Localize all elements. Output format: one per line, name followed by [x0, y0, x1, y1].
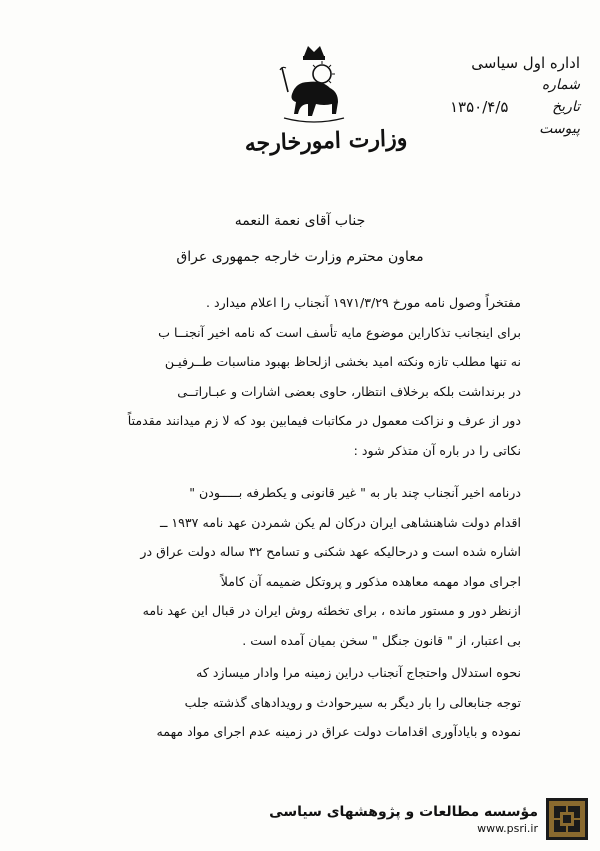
- body-line: بی اعتبار، از " قانون جنگل " سخن بمیان آمده است .: [242, 632, 521, 648]
- body-line: درنامه اخیر آنجناب چند بار به " غیر قانونی و یکطرفه بـــــودن ": [189, 485, 521, 500]
- body-paragraph-3: [66, 658, 521, 747]
- watermark-url: www.psri.ir: [477, 821, 538, 835]
- addressee-name: جناب آقای نعمة النعمه: [234, 213, 366, 229]
- body-line: دور از عرف و نزاکت معمول در مکاتبات فیمابین بود که لا زم میدانند مقدمتاً: [127, 413, 521, 429]
- date-value: ۱۳۵۰/۴/۵: [450, 98, 509, 116]
- psri-logo-icon: [546, 798, 588, 840]
- letter-meta: [450, 52, 580, 140]
- body-line: در برنداشت بلکه برخلاف انتظار، حاوی بعضی اشارات و عبـاراتــی: [177, 383, 521, 399]
- body-line: اقدام دولت شاهنشاهی ایران درکان لم یکن شمردن عهد نامه ۱۹۳۷ ــ: [160, 514, 521, 530]
- body-line: اجرای مواد مهمه معاهده مذکور و پروتکل ضمیمه آن کاملاً: [220, 573, 521, 589]
- watermark-org-name: مؤسسه مطالعات و پژوهشهای سیاسی: [269, 803, 538, 820]
- body-paragraph-1: [66, 288, 521, 466]
- date-row: [450, 96, 580, 118]
- number-label: شماره: [541, 77, 580, 93]
- body-line: اشاره شده است و درحالیکه عهد شکنی و تسامح ۳۲ ساله دولت عراق در: [140, 544, 521, 560]
- body-line: مفتخراً وصول نامه مورخ ۱۹۷۱/۳/۲۹ آنجناب را اعلام میدارد .: [206, 295, 521, 310]
- date-label: تاریخ: [552, 99, 580, 115]
- department-row: [450, 52, 580, 74]
- body-line: برای اینجانب تذکاراین موضوع مایه تأسف است که نامه اخیر آنجنــا ب: [158, 324, 521, 340]
- body-line: نه تنها مطلب تازه ونکته امید بخشی ازلحاظ بهبود مناسبات طــرفیـن: [164, 354, 521, 370]
- department-name: اداره اول سیاسی: [471, 54, 580, 72]
- addressee-title: معاون محترم وزارت خارجه جمهوری عراق: [176, 249, 424, 265]
- body-paragraph-2: [66, 478, 521, 656]
- body-line: ازنظر دور و مستور مانده ، برای تخطئه روش ایران در قبال این عهد نامه: [142, 603, 521, 619]
- body-line: نحوه استدلال واحتجاج آنجناب دراین زمینه مرا وادار میسازد که: [196, 665, 521, 680]
- ministry-title: وزارت امورخارجه: [244, 125, 408, 157]
- body-line: نموده و بایادآوری اقدامات دولت عراق در زمینه عدم اجرای مواد مهمه: [156, 724, 521, 740]
- lion-and-sun-emblem-icon: [278, 44, 350, 126]
- body-line: توجه جنابعالی را بار دیگر به سیرحوادث و رویدادهای گذشته جلب: [184, 694, 521, 710]
- archive-watermark: [268, 795, 588, 843]
- enclosure-label: پیوست: [539, 121, 580, 137]
- watermark-text: [269, 804, 538, 835]
- number-row: [450, 74, 580, 96]
- body-line: نکاتی را در باره آن متذکر شود :: [353, 442, 521, 458]
- enclosure-row: [450, 118, 580, 140]
